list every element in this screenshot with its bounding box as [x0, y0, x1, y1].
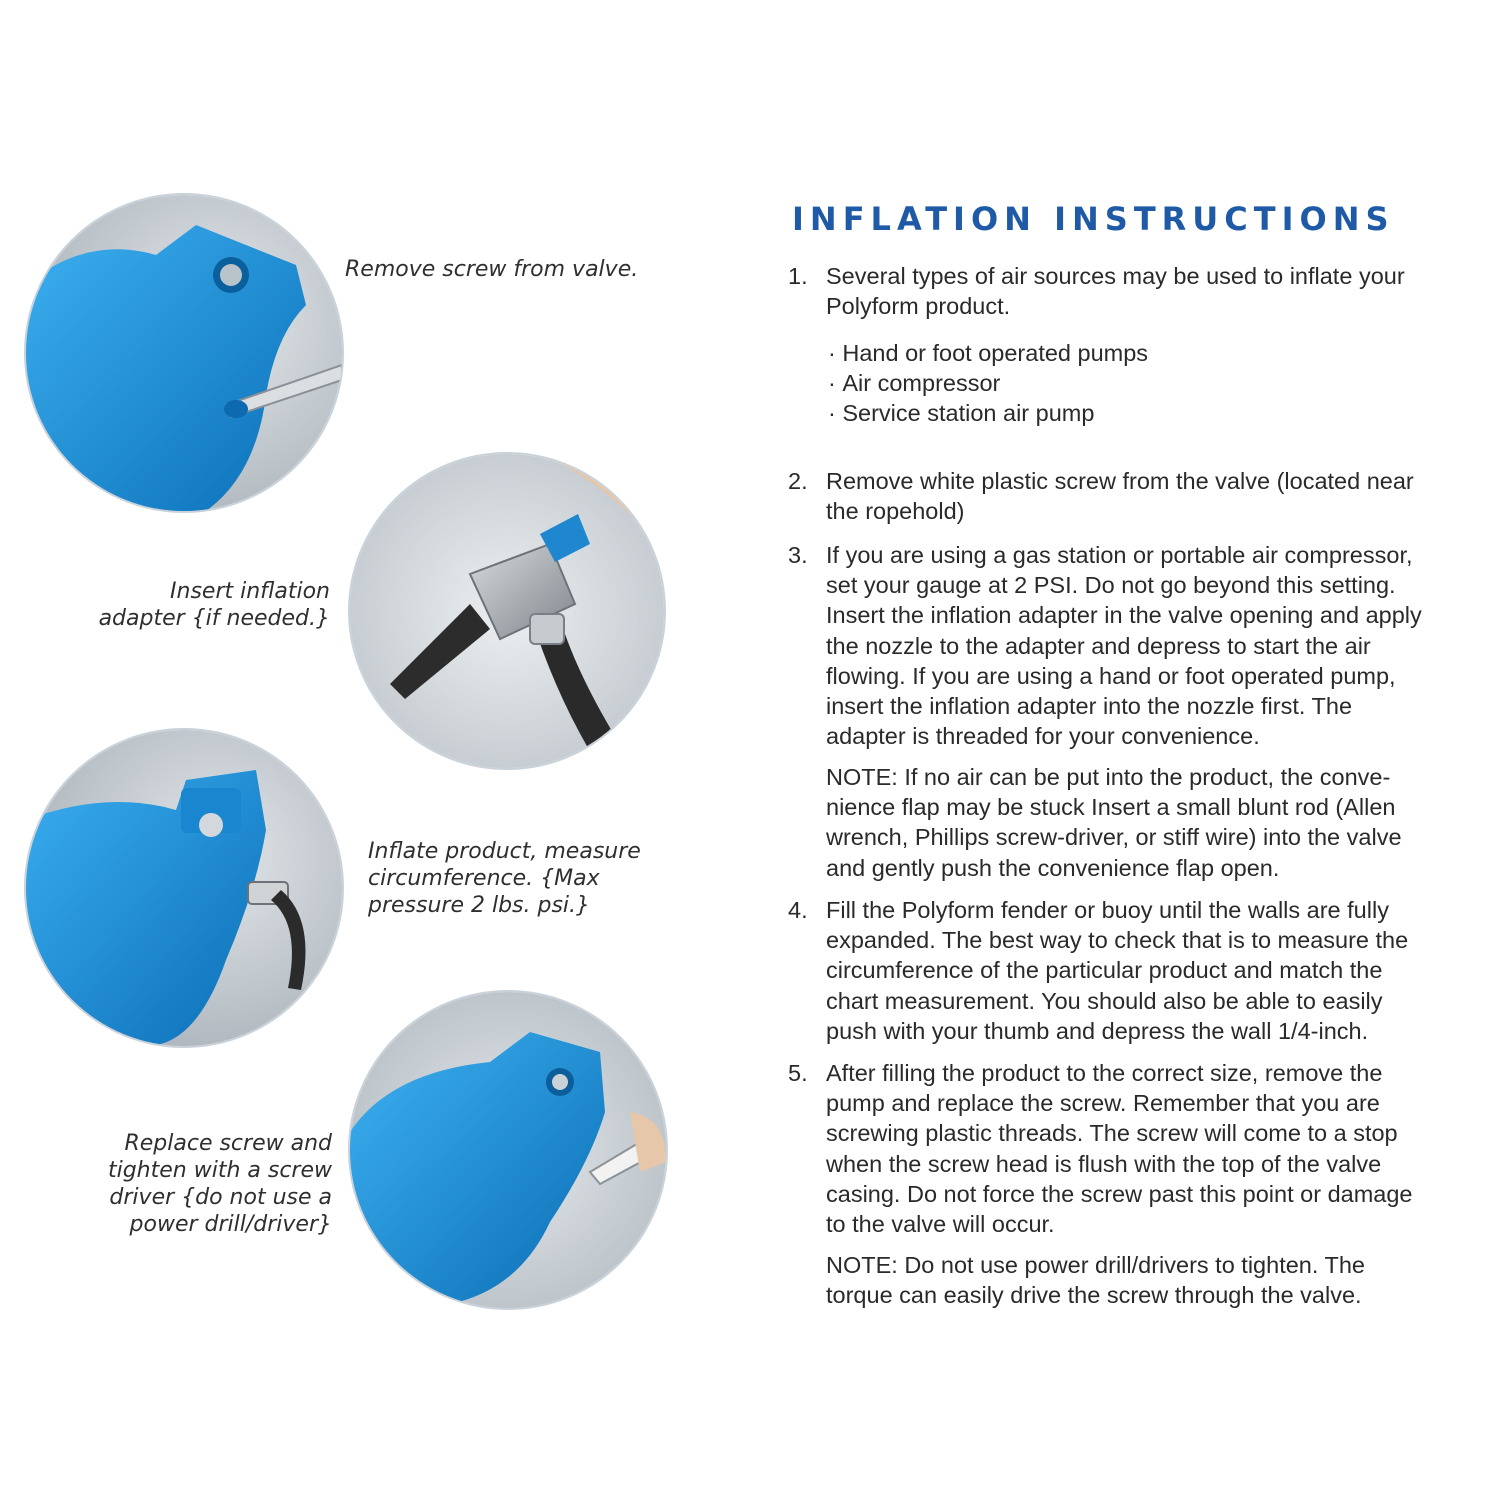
replace-screw-photo	[350, 992, 666, 1308]
caption-remove-screw: Remove screw from valve.	[345, 257, 639, 282]
step-number: 3.	[788, 542, 808, 568]
step-text: Several types of air sources may be used to inflate your Polyform product.	[826, 263, 1405, 320]
list-item: · Hand or foot operated pumps	[828, 338, 1148, 368]
step-3	[788, 540, 1488, 751]
step-number: 5.	[788, 1060, 808, 1086]
step-text: Remove white plastic screw from the valve (located near the ropehold)	[826, 468, 1414, 525]
list-item: · Air compressor	[828, 368, 1148, 398]
note-convenience-flap: NOTE: If no air can be put into the product, the conve- nience flap may be stuck Insert a small blunt rod (Allen wrench, Phillips screw-driver, or stiff wire) into the valve and gently push the convenience flap open.	[826, 764, 1402, 881]
photo-inflate-product	[24, 728, 344, 1048]
photo-replace-screw	[348, 990, 668, 1310]
step-number: 1.	[788, 263, 808, 289]
step-number: 2.	[788, 468, 808, 494]
note-power-drill: NOTE: Do not use power drill/drivers to tighten. The torque can easily drive the screw through the valve.	[826, 1252, 1365, 1309]
step-text: Fill the Polyform fender or buoy until the walls are fully expanded. The best way to check that is to measure the circumference of the particular product and match the chart measurement. You should also be able to easily push with your thumb and depress the wall 1/4-inch.	[826, 897, 1409, 1044]
fender-valve-photo	[26, 195, 342, 511]
photo-insert-adapter	[348, 452, 666, 770]
step-text: If you are using a gas station or portable air compressor, set your gauge at 2 PSI. Do not go beyond this setting. Insert the inflation adapter in the valve opening and apply the nozzle to the adapter and depress to start the air flowing. If you are using a hand or foot operated pump, insert the inflation adapter into the nozzle first. The adapter is threaded for your convenience.	[826, 542, 1422, 750]
adapter-nozzle-photo	[350, 454, 664, 768]
page-title: INFLATION INSTRUCTIONS	[792, 200, 1395, 238]
list-item: · Service station air pump	[828, 398, 1148, 428]
caption-inflate-product: Inflate product, measure circumference. {Max pressure 2 lbs. psi.}	[368, 839, 641, 918]
step-text: After filling the product to the correct size, remove the pump and replace the screw. Remember that you are screwing plastic threads. The screw will come to a stop when the screw head is flush with the top of the valve casing. Do not force the screw past this point or damage to the valve will occur.	[826, 1060, 1413, 1238]
step-number: 4.	[788, 897, 808, 923]
step-1	[788, 261, 1488, 321]
inflate-fender-photo	[26, 730, 342, 1046]
step-4	[788, 895, 1488, 1046]
caption-replace-screw: Replace screw and tighten with a screw driver {do not use a power drill/driver}	[107, 1131, 332, 1237]
caption-insert-adapter: Insert inflation adapter {if needed.}	[98, 579, 330, 631]
step-5	[788, 1058, 1488, 1239]
air-source-list	[828, 338, 1148, 429]
photo-remove-screw	[24, 193, 344, 513]
step-2	[788, 466, 1488, 526]
